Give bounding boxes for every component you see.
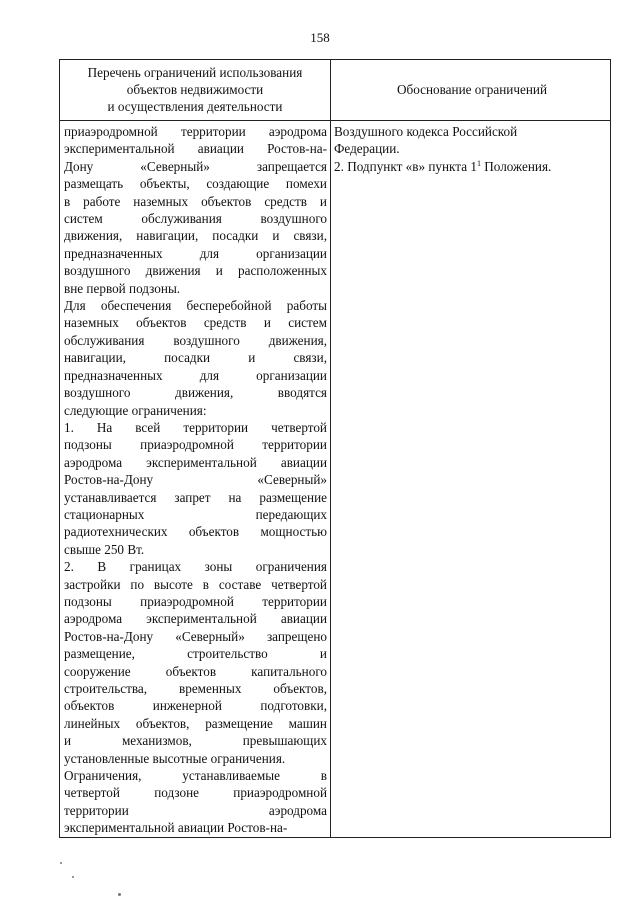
- restriction-text-line: вне первой подзоны.: [64, 280, 181, 296]
- restriction-text-line: Для обеспечения бесперебойной работы: [64, 298, 327, 314]
- restriction-text-line: 2. В границах зоны ограничения: [64, 559, 327, 575]
- restriction-text-line: аэродрома экспериментальной авиации: [64, 611, 327, 627]
- restriction-text-line: подзоны приаэродромной территории: [64, 437, 327, 453]
- restriction-text-line: размещение, строительство и: [64, 646, 327, 662]
- restriction-text-line: обслуживания воздушного движения,: [64, 332, 327, 348]
- restriction-text-line: экспериментальной авиации Ростов-на-: [64, 820, 288, 836]
- restriction-text-line: движения, навигации, посадки и связи,: [64, 228, 327, 244]
- page-number: 158: [310, 30, 330, 45]
- restrictions-text-cell: [64, 123, 327, 837]
- restriction-text-line: Дону «Северный» запрещается: [64, 158, 327, 174]
- restriction-text-line: наземных объектов средств и систем: [64, 315, 327, 331]
- restriction-text-line: в работе наземных объектов средств и: [64, 193, 327, 209]
- restriction-text-line: предназначенных для организации: [64, 367, 327, 383]
- header-justification: Обоснование ограничений: [396, 82, 548, 97]
- restriction-text-line: устанавливается запрет на размещение: [64, 489, 327, 505]
- restriction-text-line: линейных объектов, размещение машин: [64, 715, 327, 731]
- justification-line-3: [334, 158, 610, 175]
- restriction-text-line: Ростов-на-Дону «Северный»: [64, 472, 327, 488]
- restriction-text-line: стационарных передающих: [64, 506, 327, 522]
- restriction-text-line: застройки по высоте в составе четвертой: [64, 576, 327, 592]
- justification-line-3-text: 2. Подпункт «в» пункта 1: [334, 158, 477, 174]
- restriction-text-line: свыше 250 Вт.: [64, 541, 145, 557]
- scan-speck: [118, 893, 121, 896]
- restriction-text-line: и механизмов, превышающих: [64, 733, 327, 749]
- restriction-text-line: аэродрома экспериментальной авиации: [64, 454, 327, 470]
- restriction-text-line: воздушного движения, вводятся: [64, 385, 327, 401]
- restriction-text-line: радиотехнических объектов мощностью: [64, 524, 327, 540]
- restriction-text-line: Ограничения, устанавливаемые в: [64, 768, 327, 784]
- scan-speck: [72, 876, 74, 878]
- restriction-text-line: предназначенных для организации: [64, 245, 327, 261]
- superscript-one: 1: [476, 158, 481, 168]
- justification-line-1: Воздушного кодекса Российской: [334, 124, 518, 139]
- restriction-text-line: четвертой подзоне приаэродромной: [64, 785, 327, 801]
- header-left-line-3: и осуществления деятельности: [107, 99, 283, 114]
- justification-text-cell: [334, 123, 610, 175]
- restriction-text-line: систем обслуживания воздушного: [64, 211, 327, 227]
- restriction-text-line: объектов инженерной подготовки,: [64, 698, 327, 714]
- restriction-text-line: территории аэродрома: [64, 802, 327, 818]
- restriction-text-line: строительства, временных объектов,: [64, 681, 327, 696]
- scan-speck: [60, 862, 62, 864]
- justification-line-2: Федерации.: [334, 141, 400, 157]
- restrictions-table: [59, 59, 611, 838]
- restriction-text-line: навигации, посадки и связи,: [64, 350, 327, 366]
- restriction-text-line: установленные высотные ограничения.: [64, 750, 286, 766]
- header-left-line-2: объектов недвижимости: [126, 82, 264, 97]
- restriction-text-line: сооружение объектов капитального: [64, 663, 327, 679]
- restriction-text-line: следующие ограничения:: [64, 402, 207, 418]
- justification-line-3-end: Положения.: [480, 158, 552, 174]
- restriction-text-line: Ростов-на-Дону «Северный» запрещено: [64, 628, 327, 644]
- restriction-text-line: воздушного движения и расположенных: [64, 263, 327, 279]
- header-restrictions-list: [60, 64, 330, 115]
- restriction-text-line: экспериментальной авиации Ростов-на-: [64, 141, 327, 157]
- restriction-text-line: приаэродромной территории аэродрома: [64, 124, 327, 139]
- restriction-text-line: 1. На всей территории четвертой: [64, 419, 327, 435]
- header-divider: [60, 120, 610, 121]
- column-divider: [330, 60, 331, 837]
- restriction-text-line: подзоны приаэродромной территории: [64, 593, 327, 609]
- header-left-line-1: Перечень ограничений использования: [87, 65, 303, 80]
- restriction-text-line: размещать объекты, создающие помехи: [64, 176, 327, 192]
